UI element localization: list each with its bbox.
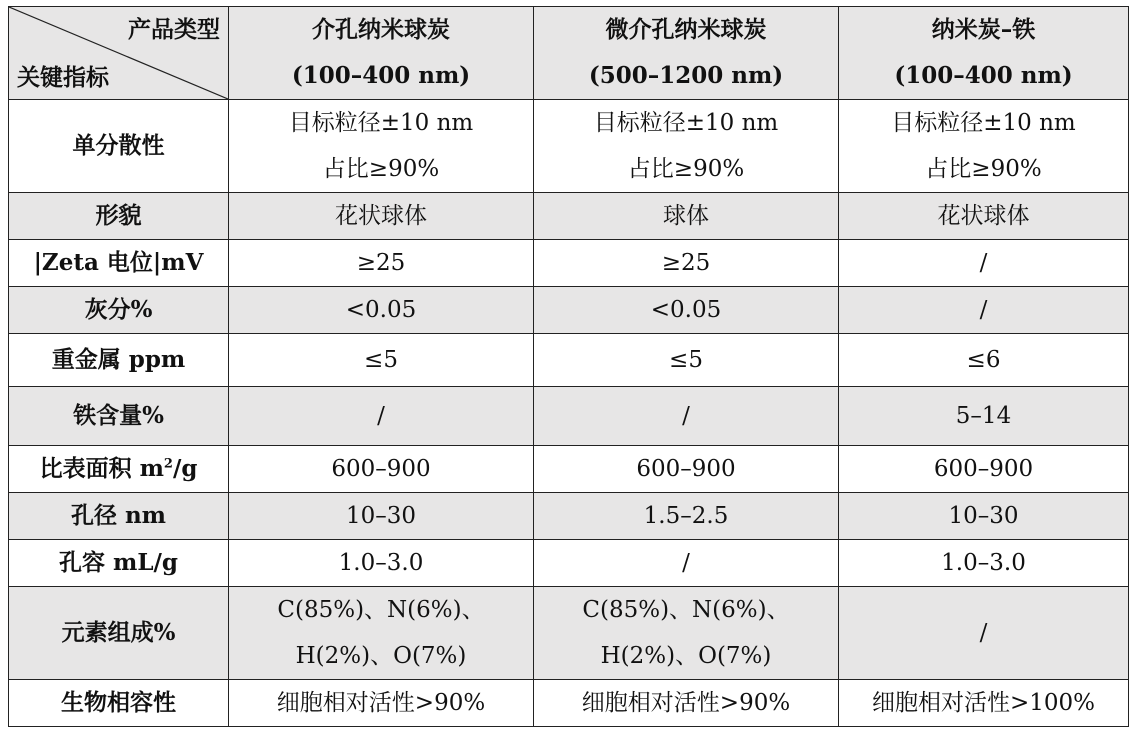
cell-value: 600–900	[933, 456, 1034, 482]
header-row	[9, 7, 1129, 100]
product-name: 介孔纳米球炭	[312, 16, 450, 43]
value-cell	[534, 540, 839, 587]
cell-value: /	[979, 297, 988, 323]
cell-value: H(2%)、O(7%)	[600, 643, 772, 669]
cell-value: ≥25	[356, 250, 406, 276]
row-label: 单分散性	[9, 100, 229, 193]
value-cell	[839, 287, 1129, 334]
value-cell	[534, 287, 839, 334]
value-cell	[229, 446, 534, 493]
value-cell	[534, 587, 839, 680]
cell-value: C(85%)、N(6%)、	[277, 597, 485, 623]
cell-value: 球体	[663, 203, 709, 229]
value-cell	[229, 540, 534, 587]
cell-value: 细胞相对活性>90%	[581, 690, 791, 716]
cell-value: ≤6	[966, 347, 1001, 373]
value-cell	[839, 387, 1129, 446]
table-row	[9, 387, 1129, 446]
cell-value: 细胞相对活性>90%	[276, 690, 486, 716]
cell-value: ≥25	[661, 250, 711, 276]
corner-key-indicator-label: 关键指标	[17, 64, 109, 91]
value-cell	[839, 680, 1129, 727]
row-label: |Zeta 电位|mV	[9, 240, 229, 287]
cell-value: C(85%)、N(6%)、	[582, 597, 790, 623]
value-cell	[229, 240, 534, 287]
cell-value: 1.0–3.0	[941, 550, 1026, 576]
row-label-superscript: 2	[163, 456, 173, 472]
value-cell	[839, 100, 1129, 193]
value-cell	[229, 387, 534, 446]
value-cell	[534, 240, 839, 287]
corner-cell	[9, 7, 229, 100]
cell-value: 目标粒径±10 nm	[891, 110, 1076, 136]
cell-value: /	[377, 403, 385, 429]
cell-value: 600–900	[331, 456, 431, 482]
table-row	[9, 100, 1129, 193]
cell-value: 花状球体	[937, 203, 1030, 229]
product-header	[534, 7, 839, 100]
product-header	[229, 7, 534, 100]
value-cell	[229, 100, 534, 193]
cell-value: 目标粒径±10 nm	[288, 110, 474, 136]
value-cell	[534, 680, 839, 727]
row-label: 孔容 mL/g	[9, 540, 229, 587]
row-label: 重金属 ppm	[9, 334, 229, 387]
cell-value: 目标粒径±10 nm	[593, 110, 779, 136]
table-row	[9, 334, 1129, 387]
cell-value: 10–30	[345, 503, 417, 529]
cell-value: <0.05	[345, 297, 417, 323]
table-row	[9, 287, 1129, 334]
value-cell	[229, 493, 534, 540]
value-cell	[229, 587, 534, 680]
value-cell	[229, 193, 534, 240]
table-row	[9, 193, 1129, 240]
value-cell	[534, 493, 839, 540]
cell-value: 10–30	[948, 503, 1019, 529]
cell-value: /	[979, 620, 988, 646]
cell-value: 600–900	[636, 456, 736, 482]
cell-value: 占比≥90%	[627, 156, 745, 182]
cell-value: ≤5	[669, 347, 703, 373]
cell-value: 5–14	[955, 403, 1012, 429]
cell-value: ≤5	[364, 347, 398, 373]
product-header	[839, 7, 1129, 100]
value-cell	[839, 587, 1129, 680]
row-label-text: 比表面积 m	[39, 455, 164, 482]
table-row	[9, 540, 1129, 587]
value-cell	[839, 493, 1129, 540]
cell-value: H(2%)、O(7%)	[295, 643, 467, 669]
cell-value: 1.5–2.5	[643, 503, 729, 529]
table-row	[9, 446, 1129, 493]
value-cell	[534, 446, 839, 493]
table-row	[9, 587, 1129, 680]
value-cell	[229, 334, 534, 387]
value-cell	[839, 446, 1129, 493]
cell-value: /	[979, 250, 988, 276]
row-label	[9, 446, 229, 493]
cell-value: /	[682, 403, 690, 429]
row-label: 灰分%	[9, 287, 229, 334]
cell-value: 占比≥90%	[925, 156, 1042, 182]
value-cell	[839, 540, 1129, 587]
row-label: 形貌	[9, 193, 229, 240]
cell-value: /	[682, 550, 690, 576]
product-size-range: (100–400 nm)	[291, 62, 471, 89]
value-cell	[534, 334, 839, 387]
value-cell	[229, 680, 534, 727]
value-cell	[229, 287, 534, 334]
value-cell	[534, 100, 839, 193]
product-name: 纳米炭–铁	[931, 16, 1036, 43]
spec-table	[8, 6, 1129, 727]
value-cell	[839, 193, 1129, 240]
value-cell	[534, 387, 839, 446]
value-cell	[839, 334, 1129, 387]
cell-value: <0.05	[650, 297, 722, 323]
corner-product-type-label: 产品类型	[128, 16, 220, 43]
table-row	[9, 680, 1129, 727]
product-size-range: (500–1200 nm)	[588, 62, 784, 89]
cell-value: 细胞相对活性>100%	[871, 690, 1096, 716]
row-label: 孔径 nm	[9, 493, 229, 540]
value-cell	[534, 193, 839, 240]
row-label: 生物相容性	[9, 680, 229, 727]
cell-value: 花状球体	[335, 203, 427, 229]
row-label: 元素组成%	[9, 587, 229, 680]
product-name: 微介孔纳米球炭	[605, 16, 767, 43]
cell-value: 1.0–3.0	[338, 550, 424, 576]
row-label-unit: /g	[172, 455, 198, 482]
table-row	[9, 493, 1129, 540]
row-label: 铁含量%	[9, 387, 229, 446]
value-cell	[839, 240, 1129, 287]
product-size-range: (100–400 nm)	[894, 62, 1073, 89]
table-row	[9, 240, 1129, 287]
cell-value: 占比≥90%	[322, 156, 440, 182]
